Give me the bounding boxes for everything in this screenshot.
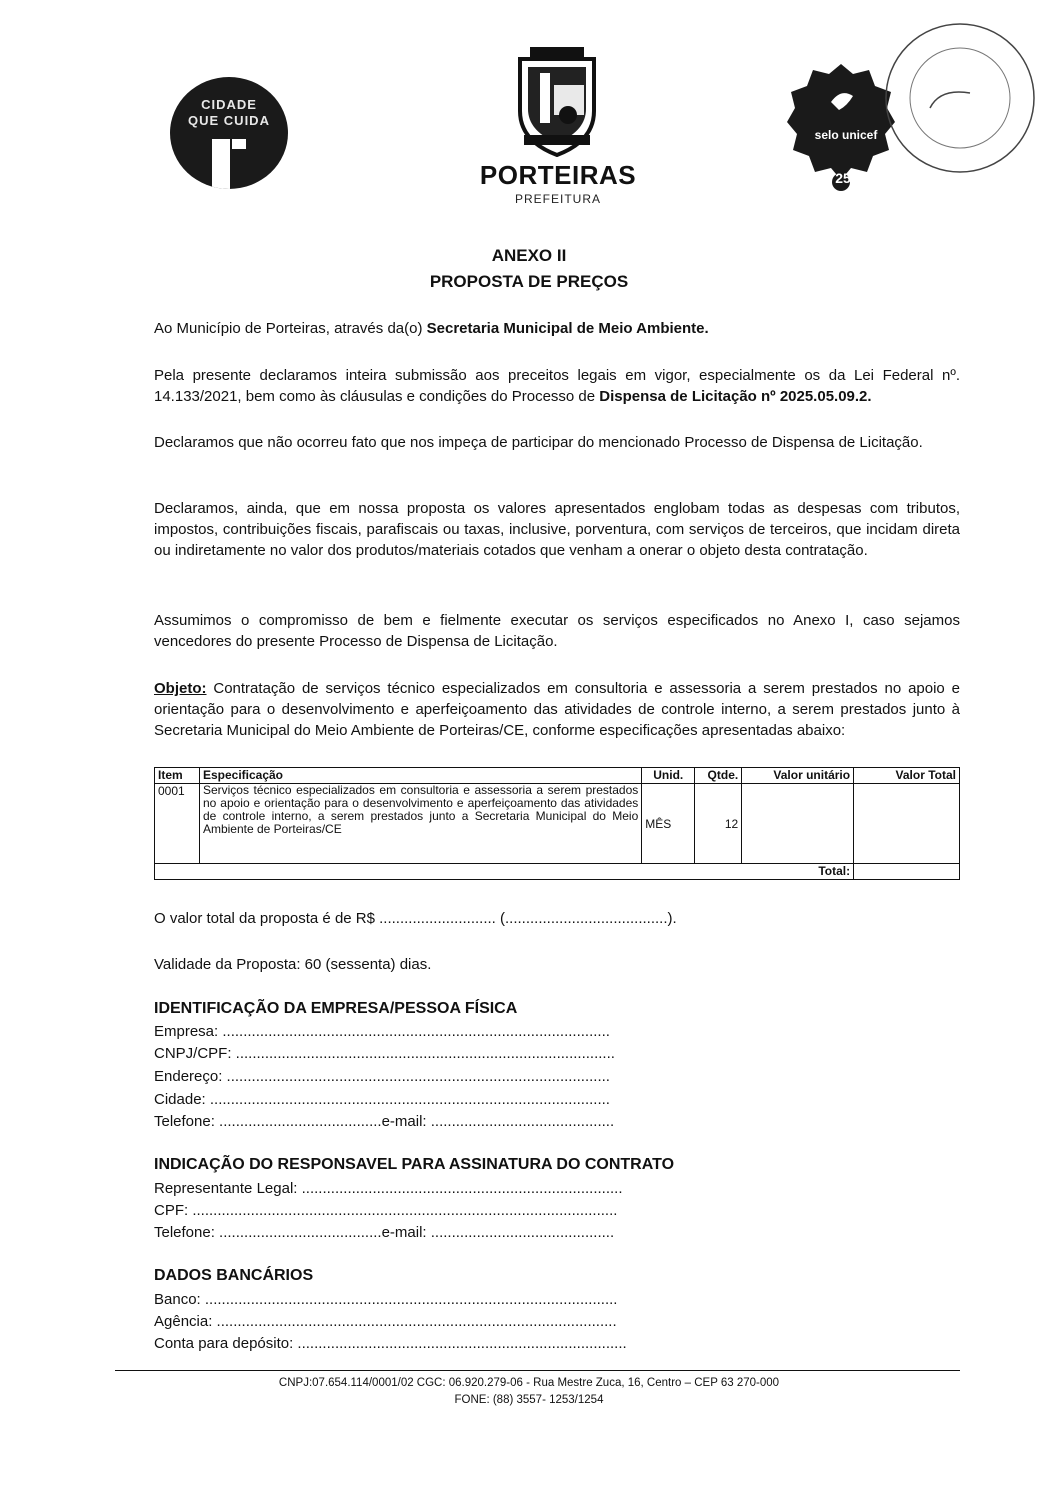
- col-header-unit-value: Valor unitário: [742, 768, 854, 784]
- dispensa-number: Dispensa de Licitação nº 2025.05.09.2.: [599, 388, 872, 405]
- annex-title: ANEXO II: [491, 246, 567, 265]
- proposal-validity: Validade da Proposta: 60 (sessenta) dias.: [154, 956, 432, 973]
- addressee-paragraph: [154, 318, 960, 339]
- brand-name: PORTEIRAS: [479, 160, 637, 190]
- proposal-title: PROPOSTA DE PREÇOS: [429, 272, 629, 291]
- conta-field[interactable]: Conta para depósito: ...............................................................................: [154, 1335, 627, 1352]
- commitment-paragraph: Assumimos o compromisso de bem e fielmente executar os serviços especificados no Anexo I, caso sejamos vencedores do presente Processo de Dispensa de Licitação.: [154, 612, 960, 650]
- declaration-paragraph-1: Declaramos que não ocorreu fato que nos impeça de participar do mencionado Processo de Dispensa de Licitação.: [154, 434, 923, 451]
- brand-subtitle: PREFEITURA: [514, 192, 601, 206]
- left-logo-line2: QUE CUIDA: [188, 113, 270, 128]
- price-table: [154, 767, 960, 880]
- object-paragraph: [154, 678, 960, 741]
- responsible-section-heading: INDICAÇÃO DO RESPONSAVEL PARA ASSINATURA DO CONTRATO: [154, 1156, 675, 1173]
- table-row: [155, 784, 960, 864]
- col-header-qty: Qtde.: [695, 768, 742, 784]
- municipal-stamp-icon: [880, 18, 1040, 178]
- endereco-field[interactable]: Endereço: ............................................................................................: [154, 1068, 610, 1085]
- cidade-que-cuida-logo: [170, 77, 288, 189]
- seal-number: 25: [835, 170, 851, 186]
- table-total-row: [155, 864, 960, 880]
- row-total-value[interactable]: [854, 784, 960, 864]
- secretariat-name: Secretaria Municipal de Meio Ambiente.: [426, 320, 709, 337]
- unicef-seal-text: selo unicef: [814, 128, 878, 142]
- addressee-text: Ao Município de Porteiras, através da(o): [154, 320, 427, 337]
- company-section-heading: IDENTIFICAÇÃO DA EMPRESA/PESSOA FÍSICA: [154, 1000, 518, 1017]
- bank-section-heading: DADOS BANCÁRIOS: [154, 1267, 314, 1284]
- responsible-telefone-email-field[interactable]: Telefone: .......................................e-mail: ............................................: [154, 1224, 615, 1241]
- telefone-email-field[interactable]: Telefone: .......................................e-mail: ............................................: [154, 1113, 615, 1130]
- col-header-item: Item: [155, 768, 200, 784]
- col-header-total-value: Valor Total: [854, 768, 960, 784]
- footer-address: CNPJ:07.654.114/0001/02 CGC: 06.920.279-06 - Rua Mestre Zuca, 16, Centro – CEP 63 270-000: [278, 1377, 780, 1389]
- empresa-field[interactable]: Empresa: .............................................................................................: [154, 1023, 610, 1040]
- row-spec: Serviços técnico especializados em consultoria e assessoria a serem prestados no apoio e orientação para o desenvolvimento e aperfeiçoamento das atividades de controle interno, a serem prestados junto a Secretaria Municipal do Meio Ambiente de Porteiras/CE: [199, 784, 641, 864]
- cidade-field[interactable]: Cidade: ................................................................................................: [154, 1091, 610, 1108]
- submission-text: Pela presente declaramos inteira submissão aos preceitos legais em vigor, especialmente os da Lei Federal nº. 14.133/2021, bem como às cláusulas e condições do Processo de: [154, 367, 960, 405]
- col-header-unit: Unid.: [642, 768, 695, 784]
- object-label: Objeto:: [154, 680, 207, 697]
- row-item: 0001: [155, 784, 200, 864]
- proposal-total-line[interactable]: O valor total da proposta é de R$ ............................ (.......................................).: [154, 910, 677, 927]
- logo-stem-shape: [212, 139, 230, 189]
- col-header-spec: Especificação: [199, 768, 641, 784]
- footer-phone: FONE: (88) 3557- 1253/1254: [454, 1394, 604, 1406]
- agencia-field[interactable]: Agência: ................................................................................................: [154, 1313, 617, 1330]
- object-text: Contratação de serviços técnico especializados em consultoria e assessoria a serem prestados no apoio e orientação para o desenvolvimento e aperfeiçoamento das atividades de controle interno, a serem prestados junto à Secretaria Municipal do Meio Ambiente de Porteiras/CE, conforme especificações apresentadas abaixo:: [154, 680, 960, 739]
- row-unit: MÊS: [642, 784, 695, 864]
- porteiras-crest-icon: [510, 45, 604, 157]
- total-value-cell[interactable]: [854, 864, 960, 880]
- table-header-row: [155, 768, 960, 784]
- footer-divider: [115, 1370, 960, 1371]
- representante-field[interactable]: Representante Legal: .............................................................................: [154, 1180, 623, 1197]
- left-logo-line1: CIDADE: [201, 97, 257, 112]
- logo-stem-shape-2: [232, 139, 246, 149]
- declaration-paragraph-2: Declaramos, ainda, que em nossa proposta os valores apresentados englobam todas as despesas com tributos, impostos, contribuições fiscais, parafiscais ou taxas, inclusive, porventura, com serviços de terceiros, que incidam direta ou indiretamente no valor dos produtos/materiais cotados que venham a onerar o objeto desta contratação.: [154, 500, 960, 559]
- row-unit-value[interactable]: [742, 784, 854, 864]
- total-label: Total:: [155, 864, 854, 880]
- row-qty: 12: [695, 784, 742, 864]
- banco-field[interactable]: Banco: ...................................................................................................: [154, 1291, 618, 1308]
- submission-paragraph: [154, 365, 960, 407]
- cnpj-field[interactable]: CNPJ/CPF: ...........................................................................................: [154, 1045, 615, 1062]
- cpf-field[interactable]: CPF: ......................................................................................................: [154, 1202, 618, 1219]
